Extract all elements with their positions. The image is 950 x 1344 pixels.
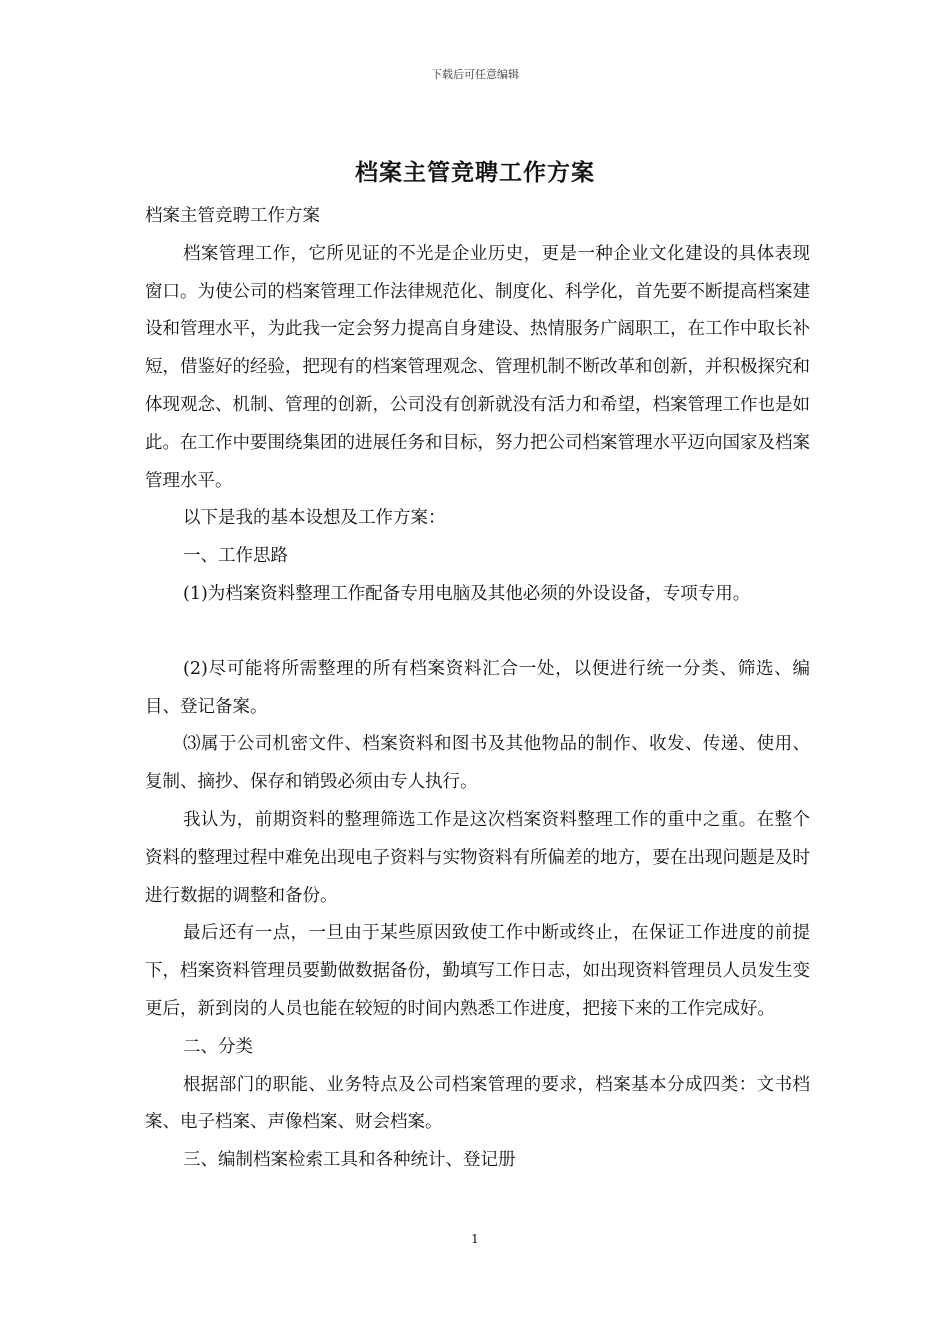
list-item-3: ⑶属于公司机密文件、档案资料和图书及其他物品的制作、收发、传递、使用、复制、摘抄、保存和销毁必须由专人执行。 [145, 734, 810, 793]
lead-paragraph: 以下是我的基本设想及工作方案： [183, 508, 446, 529]
document-body [145, 198, 810, 1180]
blank-line [145, 614, 810, 651]
list-item-2: (2)尽可能将所需整理的所有档案资料汇合一处，以便进行统一分类、筛选、编目、登记备案。 [145, 658, 810, 717]
document-title: 档案主管竞聘工作方案 [355, 159, 595, 186]
opinion-paragraph: 我认为，前期资料的整理筛选工作是这次档案资料整理工作的重中之重。在整个资料的整理过程中难免出现电子资料与实物资料有所偏差的地方，要在出现问题是及时进行数据的调整和备份。 [145, 809, 810, 906]
section-heading-2: 二、分类 [183, 1036, 253, 1057]
final-paragraph: 最后还有一点，一旦由于某些原因致使工作中断或终止，在保证工作进度的前提下，档案资料管理员要勤做数据备份，勤填写工作日志，如出现资料管理员人员发生变更后，新到岗的人员也能在较短的时间内熟悉工作进度，把接下来的工作完成好。 [145, 923, 810, 1019]
classify-paragraph: 根据部门的职能、业务特点及公司档案管理的要求，档案基本分成四类：文书档案、电子档案、声像档案、财会档案。 [145, 1074, 810, 1133]
subtitle-line: 档案主管竞聘工作方案 [145, 206, 320, 226]
section-heading-3: 三、编制档案检索工具和各种统计、登记册 [183, 1150, 516, 1171]
section-heading-1: 一、工作思路 [183, 546, 288, 567]
intro-paragraph: 档案管理工作，它所见证的不光是企业历史，更是一种企业文化建设的具体表现窗口。为使公司的档案管理工作法律规范化、制度化、科学化，首先要不断提高档案建设和管理水平，为此我一定会努力提高自身建设、热情服务广阔职工，在工作中取长补短，借鉴好的经验，把现有的档案管理观念、管理机制不断改革和创新，并积极探究和体现观念、机制、管理的创新，公司没有创新就没有活力和希望，档案管理工作也是如此。在工作中要围绕集团的进展任务和目标，努力把公司档案管理水平迈向国家及档案管理水平。 [145, 243, 810, 491]
header-note: 下载后可任意编辑 [431, 68, 519, 81]
list-item-1: (1)为档案资料整理工作配备专用电脑及其他必须的外设设备，专项专用。 [183, 583, 751, 604]
page-number: 1 [471, 1232, 479, 1246]
